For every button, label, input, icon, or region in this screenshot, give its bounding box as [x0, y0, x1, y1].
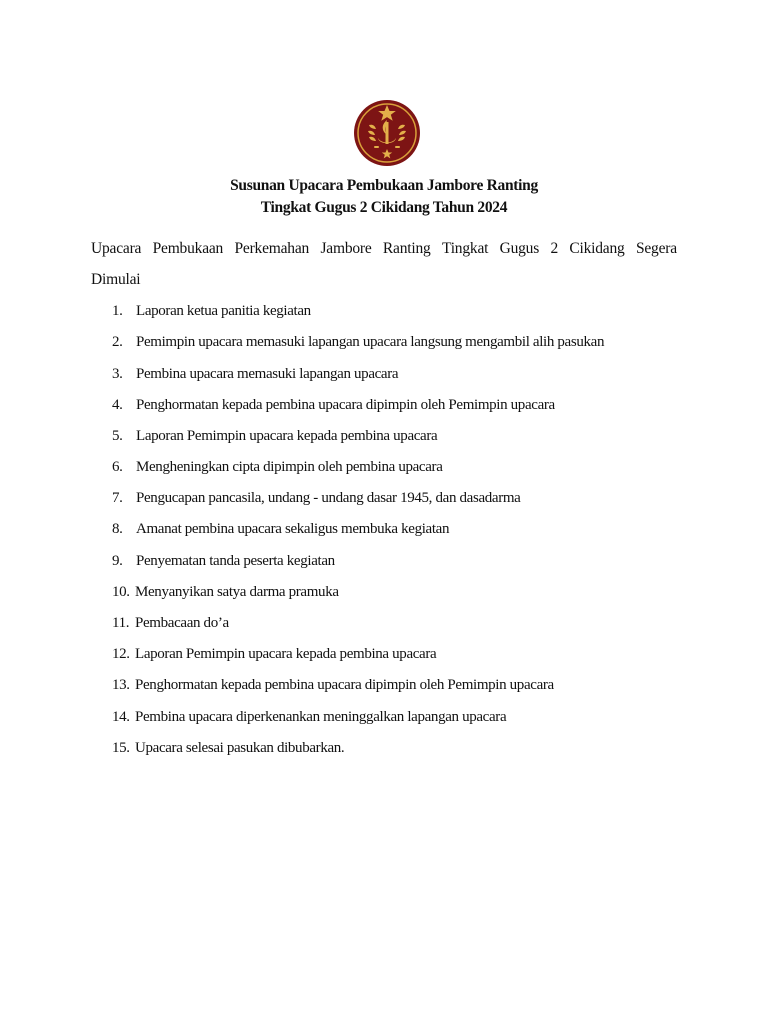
intro-word: Ranting	[382, 240, 431, 257]
list-item-text: Penyematan tanda peserta kegiatan	[136, 553, 335, 569]
intro-word: Jambore	[320, 240, 372, 257]
list-item	[112, 646, 436, 663]
list-item	[112, 334, 604, 351]
list-item	[112, 584, 339, 601]
list-item-text: Laporan Pemimpin upacara kepada pembina upacara	[136, 428, 438, 444]
list-item-number: 3.	[112, 366, 123, 382]
list-item-text: Upacara selesai pasukan dibubarkan.	[135, 740, 345, 756]
list-item	[112, 303, 311, 320]
intro-word: Cikidang	[569, 240, 625, 257]
intro-word: Gugus	[499, 240, 540, 257]
list-item-number: 13.	[112, 677, 130, 693]
document-title-line-2: Tingkat Gugus 2 Cikidang Tahun 2024	[260, 199, 508, 216]
list-item-number: 1.	[112, 303, 123, 319]
list-item-number: 11.	[112, 615, 130, 631]
list-item	[112, 366, 398, 383]
list-item	[112, 553, 335, 570]
list-item-number: 15.	[112, 740, 130, 756]
intro-word: Pembukaan	[152, 240, 224, 257]
list-item-number: 5.	[112, 428, 123, 444]
list-item-number: 6.	[112, 459, 123, 475]
list-item-text: Pembina upacara diperkenankan meninggalkan lapangan upacara	[135, 709, 507, 725]
list-item	[112, 397, 555, 414]
list-item	[112, 490, 520, 507]
list-item-number: 9.	[112, 553, 123, 569]
list-item-text: Pengucapan pancasila, undang - undang dasar 1945, dan dasadarma	[136, 490, 521, 506]
list-item	[112, 740, 344, 757]
list-item-text: Amanat pembina upacara sekaligus membuka kegiatan	[136, 521, 450, 537]
list-item-text: Pembacaan do’a	[135, 615, 229, 631]
list-item	[112, 459, 443, 476]
intro-word: Tingkat	[441, 240, 489, 257]
list-item-number: 4.	[112, 397, 123, 413]
list-item	[112, 709, 506, 726]
list-item-text: Penghormatan kepada pembina upacara dipimpin oleh Pemimpin upacara	[136, 397, 555, 413]
list-item-text: Laporan Pemimpin upacara kepada pembina upacara	[135, 646, 437, 662]
intro-word: Upacara	[91, 240, 142, 257]
intro-word: Perkemahan	[234, 240, 310, 257]
list-item-number: 2.	[112, 334, 123, 350]
list-item-text: Menyanyikan satya darma pramuka	[135, 584, 339, 600]
list-item-number: 7.	[112, 490, 123, 506]
list-item	[112, 615, 229, 632]
document-title-line-1: Susunan Upacara Pembukaan Jambore Ranting	[230, 177, 538, 194]
list-item	[112, 677, 554, 694]
list-item-text: Pemimpin upacara memasuki lapangan upacara langsung mengambil alih pasukan	[136, 334, 605, 350]
intro-paragraph-line-2: Dimulai	[91, 271, 141, 288]
list-item-text: Penghormatan kepada pembina upacara dipimpin oleh Pemimpin upacara	[135, 677, 554, 693]
list-item-text: Mengheningkan cipta dipimpin oleh pembina upacara	[136, 459, 443, 475]
list-item-number: 10.	[112, 584, 130, 600]
list-item-text: Pembina upacara memasuki lapangan upacara	[136, 366, 399, 382]
list-item	[112, 521, 449, 538]
list-item-number: 14.	[112, 709, 130, 725]
list-item-number: 8.	[112, 521, 123, 537]
list-item	[112, 428, 437, 445]
intro-word: Segera	[635, 240, 677, 257]
list-item-number: 12.	[112, 646, 130, 662]
list-item-text: Laporan ketua panitia kegiatan	[136, 303, 311, 319]
intro-word: 2	[550, 240, 558, 257]
